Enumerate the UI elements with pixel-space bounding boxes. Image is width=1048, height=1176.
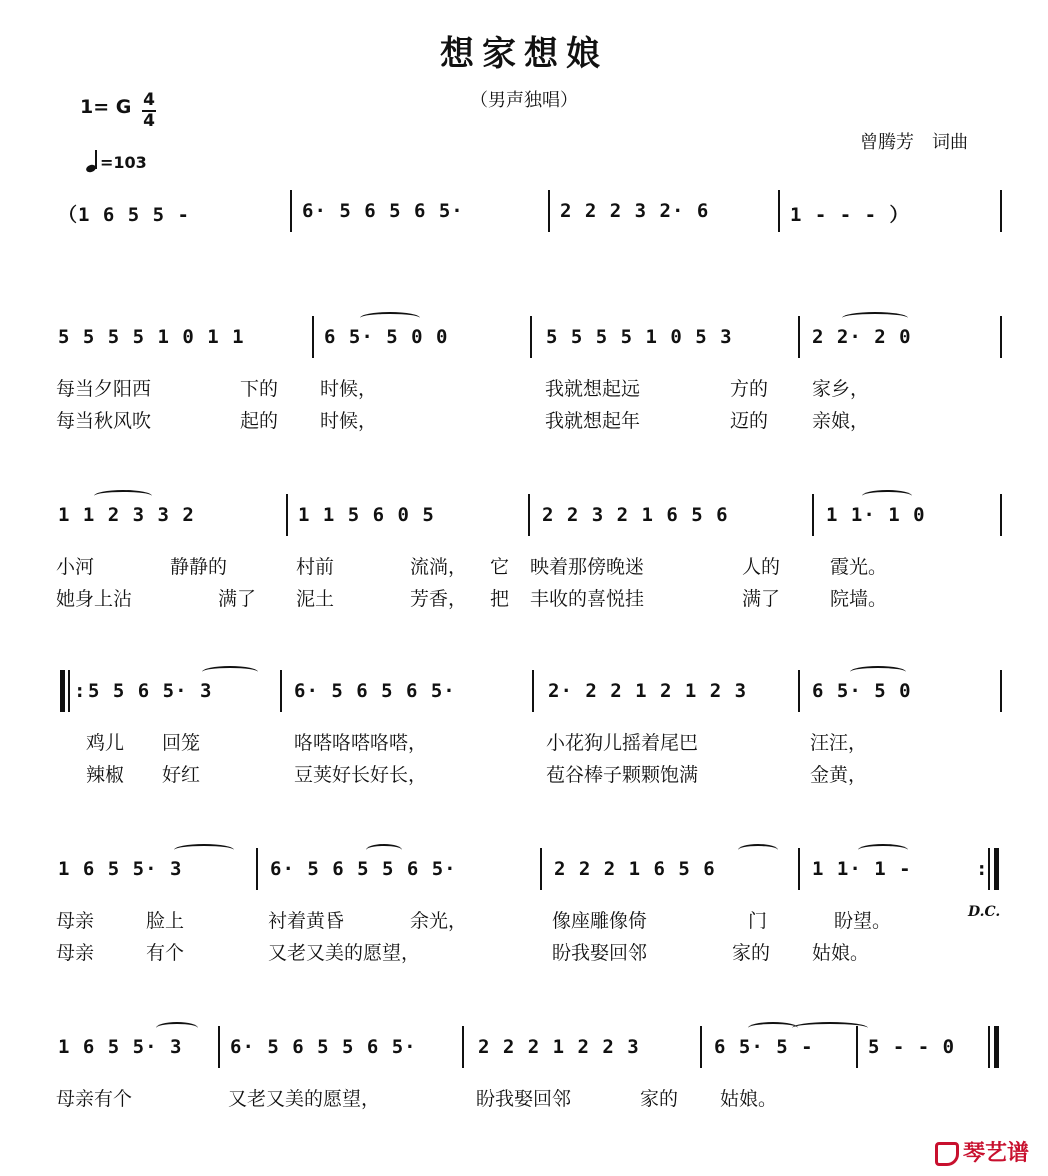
measure: 1 - - - ） <box>790 204 910 226</box>
lyric: 姑娘。 <box>720 1088 778 1110</box>
measure: 6 5· 5 0 <box>812 680 912 702</box>
time-top: 4 <box>143 90 155 110</box>
lyric: 霞光。 <box>830 556 888 578</box>
lyric: 母亲 <box>56 942 95 964</box>
lyric: 流淌， <box>410 556 468 578</box>
lyric: 母亲有个 <box>56 1088 133 1110</box>
lyric: 像座雕像倚 <box>552 910 648 932</box>
measure: 6 5· 5 - <box>714 1036 814 1058</box>
measure: 1 1· 1 - <box>812 858 912 880</box>
quarter-note-icon <box>86 150 98 172</box>
lyric: 它 <box>490 556 510 578</box>
lyric: 时候， <box>320 378 378 400</box>
lyric: 芳香， <box>410 588 468 610</box>
lyric: 辣椒 <box>86 764 125 786</box>
lyric: 又老又美的愿望， <box>268 942 421 964</box>
measure: （1 6 5 5 - <box>58 204 190 226</box>
lyric: 好红 <box>162 764 201 786</box>
time-signature <box>142 92 156 130</box>
lyric: 盼我娶回邻 <box>552 942 648 964</box>
lyric: 豆荚好长好长， <box>294 764 428 786</box>
lyric: 母亲 <box>56 910 95 932</box>
measure: 5 5 5 5 1 0 5 3 <box>546 326 733 348</box>
lyric: 家乡， <box>812 378 870 400</box>
repeat-dots: : <box>74 680 87 702</box>
key-signature: 1= G <box>80 96 132 118</box>
measure: 5 - - 0 <box>868 1036 956 1058</box>
lyric: 满了 <box>742 588 781 610</box>
lyric: 每当夕阳西 <box>56 378 152 400</box>
tempo-marking <box>86 150 147 172</box>
measure: 5 5 6 5· 3 <box>88 680 213 702</box>
lyric: 迈的 <box>730 410 769 432</box>
lyric: 映着那傍晚迷 <box>530 556 645 578</box>
lyric: 回笼 <box>162 732 201 754</box>
lyric: 她身上沾 <box>56 588 133 610</box>
measure: 6· 5 6 5 6 5· <box>302 200 464 222</box>
watermark-text: 琴艺谱 <box>963 1141 1030 1166</box>
measure: 6· 5 6 5 5 6 5· <box>270 858 457 880</box>
measure: 2 2 2 3 2· 6 <box>560 200 710 222</box>
measure: 2 2 2 1 2 2 3 <box>478 1036 640 1058</box>
lyric: 门 <box>748 910 768 932</box>
lyric: 苞谷棒子颗颗饱满 <box>546 764 699 786</box>
measure: 6· 5 6 5 5 6 5· <box>230 1036 417 1058</box>
lyric: 家的 <box>640 1088 679 1110</box>
measure: 2· 2 2 1 2 1 2 3 <box>548 680 748 702</box>
site-logo <box>935 1136 1029 1167</box>
lyric: 鸡儿 <box>86 732 125 754</box>
tempo-value: =103 <box>100 153 147 172</box>
lyric: 下的 <box>240 378 279 400</box>
lyric: 金黄， <box>810 764 868 786</box>
measure: 2 2 2 1 6 5 6 <box>554 858 716 880</box>
logo-icon <box>935 1142 959 1166</box>
lyric: 咯嗒咯嗒咯嗒， <box>294 732 428 754</box>
lyric: 姑娘。 <box>812 942 870 964</box>
lyric: 每当秋风吹 <box>56 410 152 432</box>
measure: 1 1 5 6 0 5 <box>298 504 435 526</box>
lyric: 小河 <box>56 556 95 578</box>
lyric: 时候， <box>320 410 378 432</box>
lyric: 余光， <box>410 910 468 932</box>
song-title: 想家想娘 <box>440 34 608 74</box>
time-bottom: 4 <box>143 111 155 131</box>
lyric: 人的 <box>742 556 781 578</box>
lyric: 丰收的喜悦挂 <box>530 588 645 610</box>
lyric: 我就想起年 <box>545 410 641 432</box>
dc-marking: D.C. <box>968 904 1001 920</box>
lyric: 泥土 <box>296 588 335 610</box>
song-subtitle: （男声独唱） <box>470 90 578 111</box>
lyric: 亲娘， <box>812 410 870 432</box>
lyric: 静静的 <box>170 556 228 578</box>
lyric: 方的 <box>730 378 769 400</box>
measure: 6· 5 6 5 6 5· <box>294 680 456 702</box>
lyric: 脸上 <box>146 910 185 932</box>
lyric: 我就想起远 <box>545 378 641 400</box>
measure: 1 6 5 5· 3 <box>58 858 183 880</box>
lyric: 盼望。 <box>834 910 892 932</box>
author-credit: 曾腾芳 词曲 <box>860 132 968 153</box>
measure: 1 6 5 5· 3 <box>58 1036 183 1058</box>
lyric: 家的 <box>732 942 771 964</box>
measure: 2 2 3 2 1 6 5 6 <box>542 504 729 526</box>
lyric: 满了 <box>218 588 257 610</box>
lyric: 又老又美的愿望， <box>228 1088 381 1110</box>
lyric: 衬着黄昏 <box>268 910 345 932</box>
measure: 1 1 2 3 3 2 <box>58 504 195 526</box>
lyric: 起的 <box>240 410 279 432</box>
repeat-dots: : <box>976 858 989 880</box>
measure: 2 2· 2 0 <box>812 326 912 348</box>
lyric: 院墙。 <box>830 588 888 610</box>
lyric: 有个 <box>146 942 185 964</box>
measure: 1 1· 1 0 <box>826 504 926 526</box>
lyric: 把 <box>490 588 510 610</box>
measure: 6 5· 5 0 0 <box>324 326 449 348</box>
lyric: 小花狗儿摇着尾巴 <box>546 732 699 754</box>
lyric: 汪汪， <box>810 732 868 754</box>
measure: 5 5 5 5 1 0 1 1 <box>58 326 245 348</box>
lyric: 盼我娶回邻 <box>476 1088 572 1110</box>
lyric: 村前 <box>296 556 335 578</box>
